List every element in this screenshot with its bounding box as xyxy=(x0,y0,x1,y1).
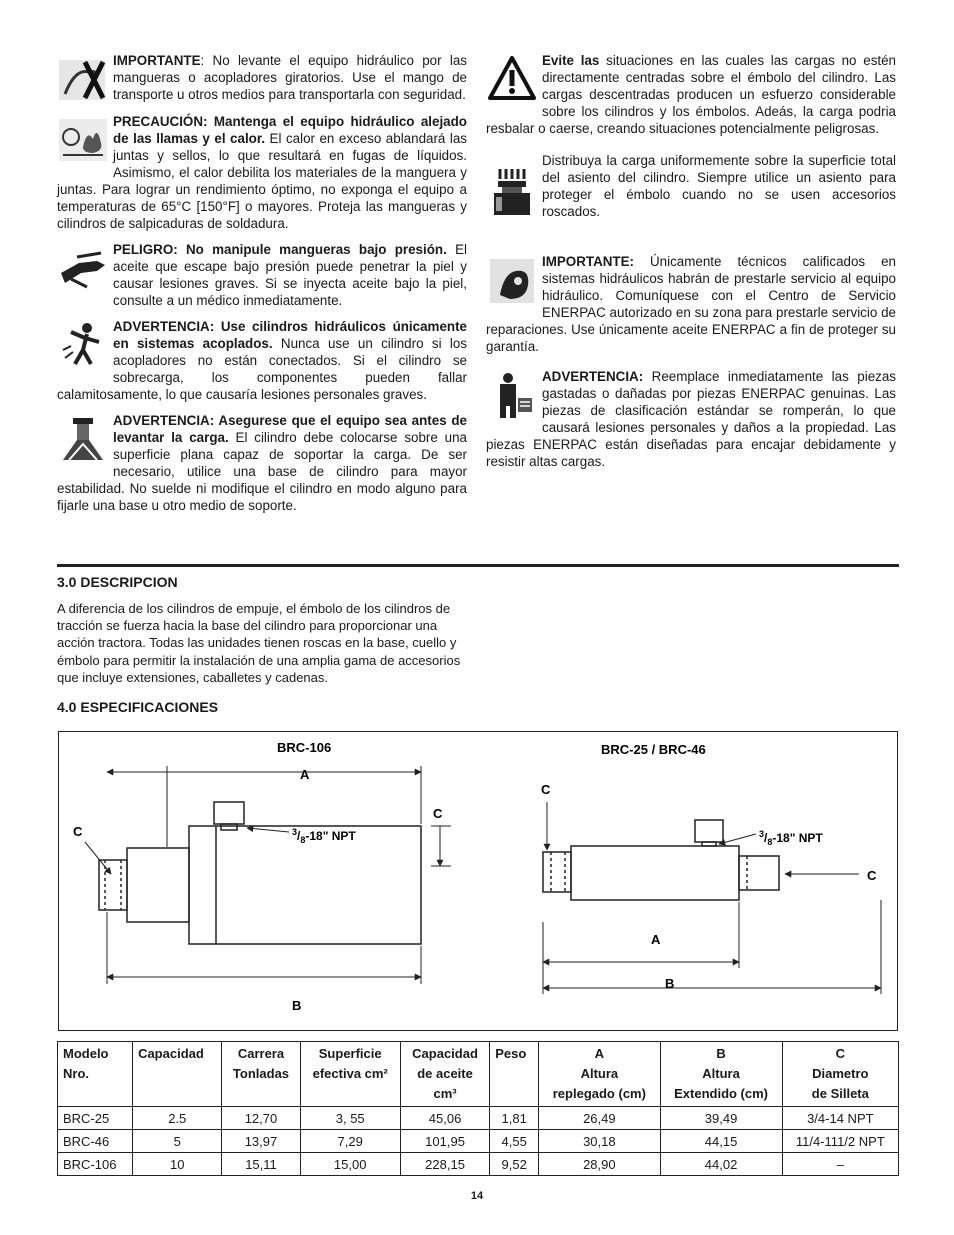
table-cell: 15,11 xyxy=(222,1153,300,1176)
col-effective-area: Superficie efectiva cm² xyxy=(300,1042,400,1107)
label-c-right-side: C xyxy=(867,868,877,883)
warning-triangle-icon xyxy=(486,54,538,104)
safety-item-4-bold: ADVERTENCIA: Asegurese que el equipo sea antes de levantar la carga. xyxy=(113,413,467,445)
safety-item-8-text: Reemplace inmediatamente las piezas gastadas o dañadas por piezas ENERPAC genuinas. Las piezas de clasificación estándar se romperán, lo que causará lesiones personales y daños a la propiedad. Las piezas ENERPAC están diseñadas para encajar debidamente y resistir altas cargas. xyxy=(486,369,896,469)
table-cell: 28,90 xyxy=(539,1153,660,1176)
table-cell: 26,49 xyxy=(539,1107,660,1130)
table-cell: 228,15 xyxy=(400,1153,489,1176)
col-oil-capacity: Capacidad de aceite cm³ xyxy=(400,1042,489,1107)
thread-label-left: $^3/_8-18$" NPT xyxy=(292,827,356,845)
label-c-left-side: C xyxy=(433,806,443,821)
table-cell: 2.5 xyxy=(133,1107,222,1130)
table-row xyxy=(58,1130,899,1153)
col-c-saddle: C Diametro de Silleta xyxy=(782,1042,898,1107)
table-cell: 101,95 xyxy=(400,1130,489,1153)
table-cell: 30,18 xyxy=(539,1130,660,1153)
table-cell: 9,52 xyxy=(490,1153,539,1176)
col-model: Modelo Nro. xyxy=(58,1042,133,1107)
col-stroke: Carrera Tonladas xyxy=(222,1042,300,1107)
safety-item-2-text: El aceite que escape bajo presión puede penetrar la piel y causar lesiones graves. Si se inyecta aceite bajo la piel, consulte a un médico inmediatamente. xyxy=(113,242,467,308)
col-capacity: Capacidad xyxy=(133,1042,222,1107)
table-cell: 11/4-111/2 NPT xyxy=(782,1130,898,1153)
hose-carry-icon xyxy=(57,54,109,104)
brc25-cylinder xyxy=(543,820,779,900)
right-safety-column xyxy=(486,52,896,479)
table-cell: 10 xyxy=(133,1153,222,1176)
label-a-right: A xyxy=(651,932,661,947)
label-c-left: C xyxy=(73,824,83,839)
section-4-title: 4.0 ESPECIFICACIONES xyxy=(57,699,219,715)
table-cell: 44,02 xyxy=(660,1153,782,1176)
safety-item-4 xyxy=(57,412,467,514)
table-cell: 3/4-14 NPT xyxy=(782,1107,898,1130)
table-cell: 13,97 xyxy=(222,1130,300,1153)
table-cell: 3, 55 xyxy=(300,1107,400,1130)
safety-item-6 xyxy=(486,146,896,230)
safety-item-4-text: El cilindro debe colocarse sobre una superficie plana capaz de soportar la carga. De ser necesario, utilice una base de cilindro para mayor estabilidad. No suelde ni modifique el cilindro en modo alguno para fijarle una base u otro medio de soporte. xyxy=(57,430,467,513)
left-safety-column xyxy=(57,52,467,523)
table-cell: 39,49 xyxy=(660,1107,782,1130)
table-cell: 7,29 xyxy=(300,1130,400,1153)
safety-item-5-text: situaciones en las cuales las cargas no estén directamente centradas sobre el émbolo del cilindro. Las cargas descentradas producen un esfuerzo considerable sobre los cilindros y los émbolos. Adeás, la carga podria resbalar o caerse, creando situaciones potencialmente peligrosas. xyxy=(486,53,897,136)
safety-item-1 xyxy=(57,113,467,232)
person-falling-icon xyxy=(57,320,109,370)
safety-item-8 xyxy=(486,364,896,470)
table-cell: 1,81 xyxy=(490,1107,539,1130)
cylinder-base-icon xyxy=(57,414,109,464)
safety-item-3-bold: ADVERTENCIA: Use cilindros hidráulicos únicamente en sistemas acoplados. xyxy=(113,319,467,351)
safety-item-7-bold: IMPORTANTE: xyxy=(542,254,634,269)
brc106-cylinder xyxy=(99,802,421,944)
safety-item-0 xyxy=(57,52,467,104)
col-weight: Peso xyxy=(490,1042,539,1107)
label-c-right-top: C xyxy=(541,782,551,797)
table-row xyxy=(58,1153,899,1176)
section-divider xyxy=(57,564,899,567)
hand-hose-icon xyxy=(57,243,109,293)
left-drawing-title: BRC-106 xyxy=(277,740,332,755)
label-b-left: B xyxy=(292,998,302,1013)
table-cell: 45,06 xyxy=(400,1107,489,1130)
safety-item-3-text: Nunca use un cilindro si los acopladores no están conectados. Si el cilindro se sobrecarga, los componentes pueden fallar calamitosamente, lo que causaría lesiones personales graves. xyxy=(57,336,467,402)
safety-item-1-text: El calor en exceso ablandará las juntas y sellos, lo que resultará en fugas de líquidos. Asimismo, el calor debilita los materiales de la manguera y juntas. Para lograr un rendimiento óptimo, no exponga el equipo a temperaturas de 65°C [150°F] o mayores. Proteja las mangueras y cilindros de salpicaduras de soldadura. xyxy=(57,131,467,231)
safety-item-3 xyxy=(57,318,467,403)
label-b-right: B xyxy=(665,976,675,991)
label-a-left: A xyxy=(300,767,310,782)
table-cell: – xyxy=(782,1153,898,1176)
technician-parts-icon xyxy=(486,370,538,420)
table-cell: 12,70 xyxy=(222,1107,300,1130)
cylinder-drawing xyxy=(59,732,897,1030)
safety-item-0-text: : No levante el equipo hidráulico por las mangueras o acopladores giratorios. Use el mango de transporte u otros medios para transportarla con seguridad. xyxy=(113,53,467,102)
flame-heat-icon xyxy=(57,115,109,165)
section-3-description: A diferencia de los cilindros de empuje, el émbolo de los cilindros de tracción se fuerza hacia la base del cilindro para proporcionar una acción tractora. Todas las unidades tienen roscas en la base, cuello y émbolo para permitir la instalación de una amplia gama de accesorios que incluye extensiones, caballetes y cadenas. xyxy=(57,601,461,685)
load-distribution-icon xyxy=(486,154,538,230)
section-3-title: 3.0 DESCRIPCION xyxy=(57,574,178,590)
page-number: 14 xyxy=(470,1190,484,1202)
table-cell: BRC-46 xyxy=(58,1130,133,1153)
safety-item-0-bold: IMPORTANTE xyxy=(113,53,201,68)
table-cell: 15,00 xyxy=(300,1153,400,1176)
thread-label-right: $^3/_8-18$" NPT xyxy=(759,829,823,847)
table-cell: 44,15 xyxy=(660,1130,782,1153)
table-cell: 5 xyxy=(133,1130,222,1153)
table-row xyxy=(58,1107,899,1130)
specifications-table xyxy=(57,1041,899,1176)
col-a-retracted: A Altura replegado (cm) xyxy=(539,1042,660,1107)
safety-item-2 xyxy=(57,241,467,309)
safety-item-2-bold: PELIGRO: No manipule mangueras bajo presión. xyxy=(113,242,447,257)
safety-item-5-bold: Evite las xyxy=(542,53,600,68)
table-cell: BRC-25 xyxy=(58,1107,133,1130)
table-cell: BRC-106 xyxy=(58,1153,133,1176)
safety-item-7-text: Únicamente técnicos calificados en sistemas hidráulicos habrán de prestarle servicio al equipo hidráulico. Comuníquese con el Centro de Servicio ENERPAC autorizado en su zona para prestarle servicio de reparaciones. Use únicamente aceite ENERPAC a fin de proteger su garantía. xyxy=(486,254,896,354)
col-b-extended: B Altura Extendido (cm) xyxy=(660,1042,782,1107)
cylinder-dimension-figure xyxy=(58,731,898,1031)
safety-item-1-bold: PRECAUCIÓN: Mantenga el equipo hidráulico alejado de las llamas y el calor. xyxy=(113,114,467,146)
enerpac-service-icon xyxy=(486,255,538,305)
safety-item-7 xyxy=(486,239,896,355)
table-header-row xyxy=(58,1042,899,1107)
right-drawing-title: BRC-25 / BRC-46 xyxy=(601,742,706,757)
table-cell: 4,55 xyxy=(490,1130,539,1153)
safety-item-8-bold: ADVERTENCIA: xyxy=(542,369,644,384)
safety-item-6-text: Distribuya la carga uniformemente sobre la superficie total del asiento del cilindro. Siempre utilice un asiento para proteger el émbolo cuando no se usen accesorios roscados. xyxy=(542,153,896,219)
safety-item-5 xyxy=(486,52,896,137)
